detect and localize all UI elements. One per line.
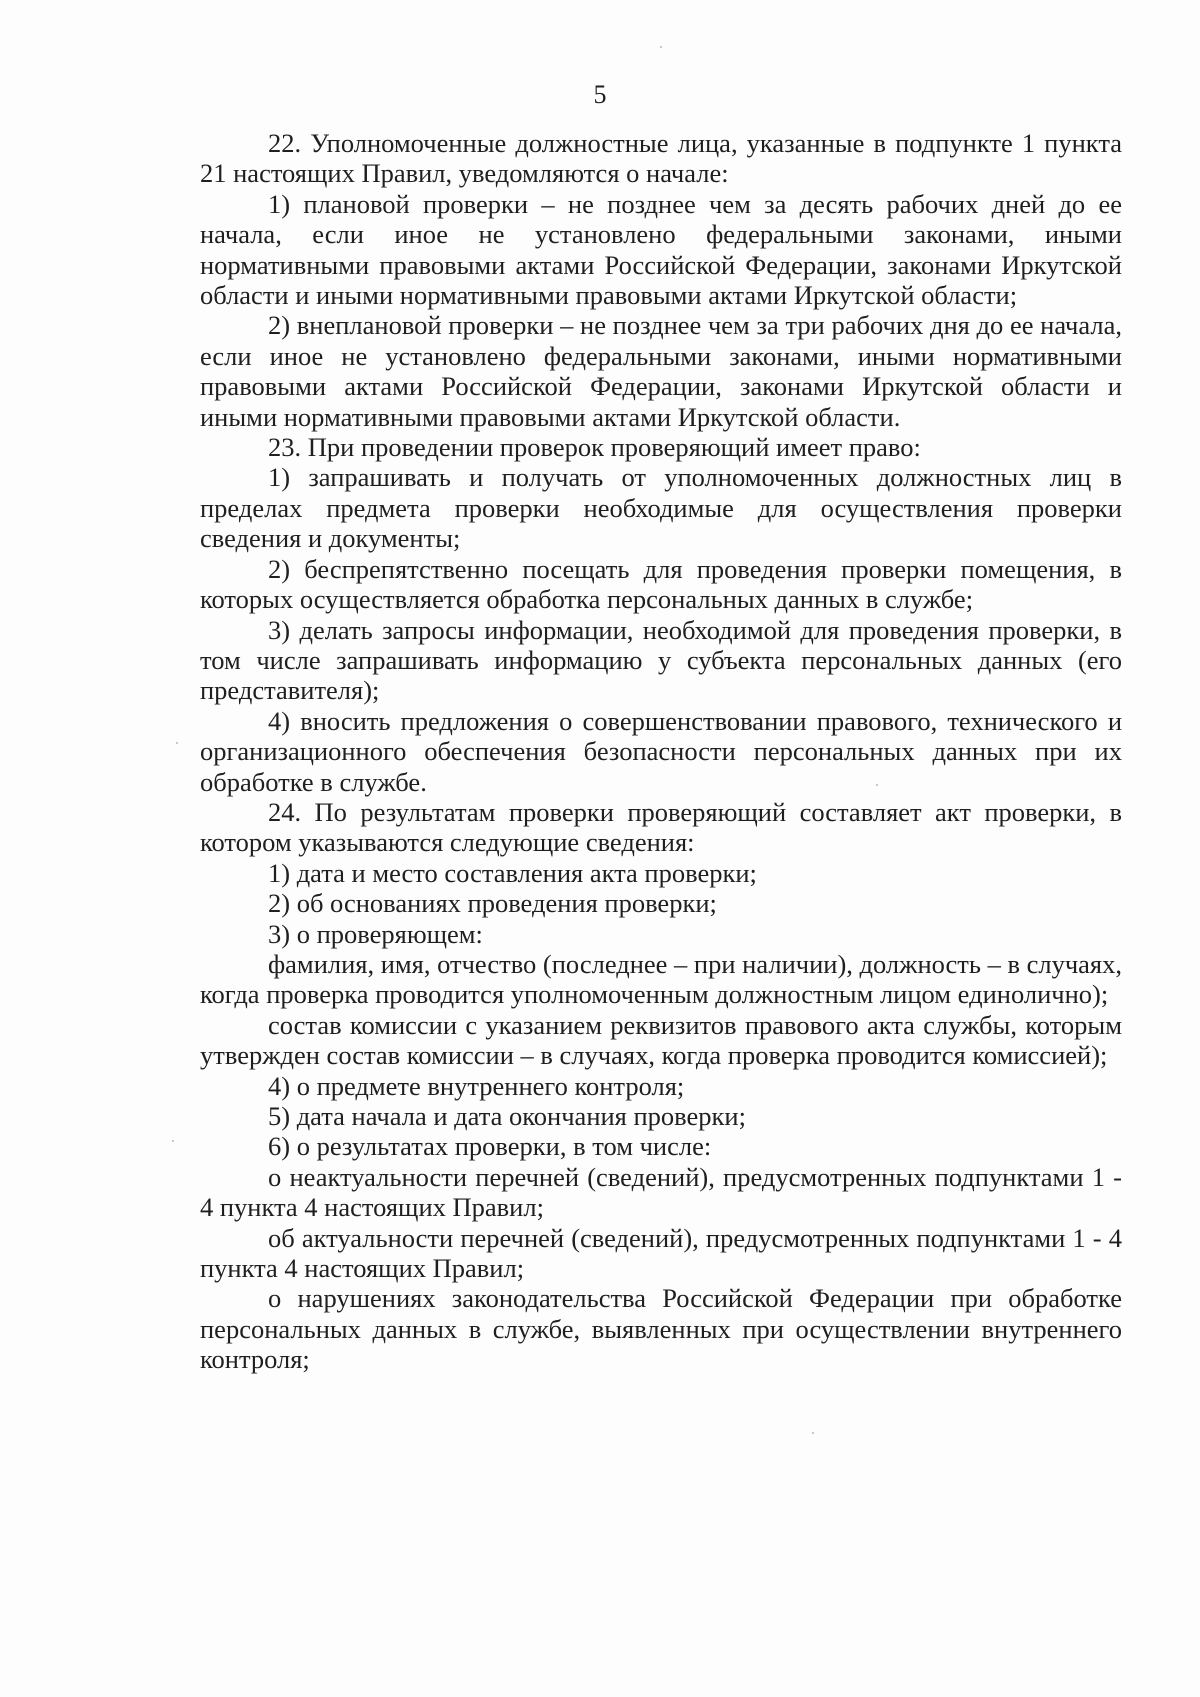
document-body bbox=[200, 128, 1122, 1375]
paragraph-23-2: 2) беспрепятственно посещать для проведения проверки помещения, в которых осуществляется обработка персональных данных в службе; bbox=[200, 553, 1122, 615]
scan-speck bbox=[176, 742, 178, 744]
paragraph-22: 22. Уполномоченные должностные лица, указанные в подпункте 1 пункта 21 настоящих Правил, уведомляются о начале: bbox=[200, 128, 1122, 189]
paragraph-24-2: 2) об основаниях проведения проверки; bbox=[268, 888, 717, 919]
scan-speck bbox=[660, 46, 662, 48]
paragraph-24-1: 1) дата и место составления акта проверки; bbox=[268, 857, 757, 888]
scan-speck bbox=[812, 1432, 814, 1434]
paragraph-24-6-b: об актуальности перечней (сведений), предусмотренных подпунктами 1 - 4 пункта 4 настоящих Правил; bbox=[200, 1222, 1122, 1284]
paragraph-24: 24. По результатам проверки проверяющий составляет акт проверки, в котором указываются следующие сведения: bbox=[200, 796, 1122, 858]
paragraph-22-1: 1) плановой проверки – не позднее чем за десять рабочих дней до ее начала, если иное не установлено федеральными законами, иными нормативными правовыми актами Российской Федерации, законами Иркутской области и иными нормативными правовыми актами Иркутской области; bbox=[200, 188, 1122, 311]
scan-speck bbox=[876, 784, 878, 786]
paragraph-24-6: 6) о результатах проверки, в том числе: bbox=[268, 1131, 712, 1162]
paragraph-24-3-a: фамилия, имя, отчество (последнее – при наличии), должность – в случаях, когда проверка проводится уполномоченным должностным лицом единолично); bbox=[200, 948, 1122, 1010]
paragraph-24-6-c: о нарушениях законодательства Российской Федерации при обработке персональных данных в службе, выявленных при осуществлении внутреннего контроля; bbox=[200, 1283, 1122, 1375]
paragraph-24-3: 3) о проверяющем: bbox=[268, 918, 483, 949]
paragraph-24-4: 4) о предмете внутреннего контроля; bbox=[268, 1070, 685, 1101]
page-number: 5 bbox=[593, 80, 607, 109]
paragraph-24-3-b: состав комиссии с указанием реквизитов правового акта службы, которым утвержден состав комиссии – в случаях, когда проверка проводится комиссией); bbox=[200, 1009, 1122, 1071]
paragraph-24-6-a: о неактуальности перечней (сведений), предусмотренных подпунктами 1 - 4 пункта 4 настоящих Правил; bbox=[200, 1161, 1122, 1223]
paragraph-23-1: 1) запрашивать и получать от уполномоченных должностных лиц в пределах предмета проверки необходимые для осуществления проверки сведения и документы; bbox=[200, 462, 1122, 554]
paragraph-23-3: 3) делать запросы информации, необходимой для проведения проверки, в том числе запрашивать информацию у субъекта персональных данных (его представителя); bbox=[200, 614, 1122, 706]
paragraph-23-4: 4) вносить предложения о совершенствовании правового, технического и организационного обеспечения безопасности персональных данных при их обработке в службе. bbox=[200, 705, 1122, 797]
paragraph-24-5: 5) дата начала и дата окончания проверки; bbox=[268, 1101, 746, 1131]
paragraph-23: 23. При проведении проверок проверяющий имеет право: bbox=[268, 432, 921, 463]
scan-speck bbox=[172, 1140, 174, 1142]
paragraph-22-2: 2) внеплановой проверки – не позднее чем за три рабочих дня до ее начала, если иное не установлено федеральными законами, иными нормативными правовыми актами Российской Федерации, законами Иркутской области и иными нормативными правовыми актами Иркутской области. bbox=[200, 310, 1122, 432]
